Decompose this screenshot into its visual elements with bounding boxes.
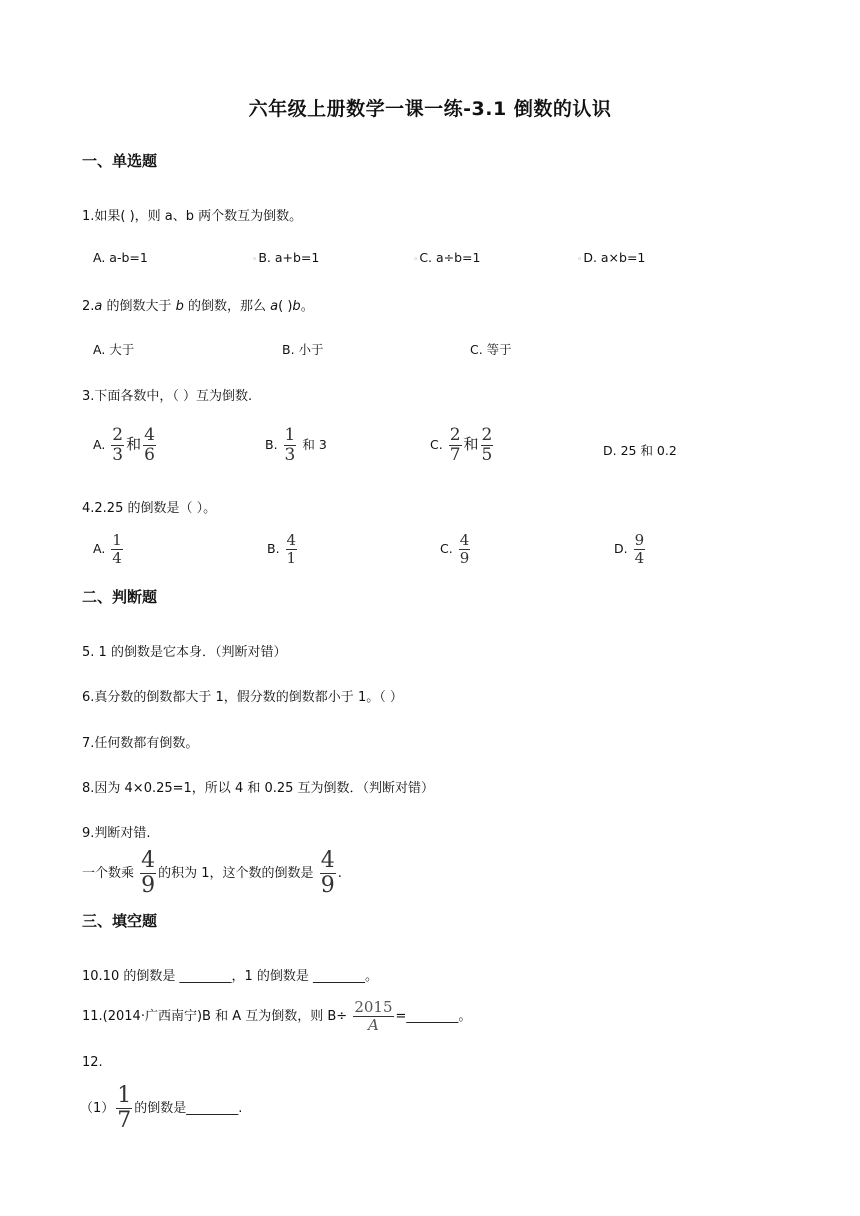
question-1-option-d: ◦D. a×b=1 bbox=[577, 250, 646, 265]
fraction-4-9-first: $\frac{4}{9}$ bbox=[141, 848, 156, 898]
section-heading-fill-blank: 三、填空题 bbox=[82, 912, 158, 930]
question-3-stem: 3.下面各数中，（ ）互为倒数. bbox=[82, 389, 253, 404]
question-12-stem: 12. bbox=[82, 1055, 103, 1070]
question-2-option-b: B. 小于 bbox=[282, 342, 324, 357]
question-7: 7.任何数都有倒数。 bbox=[82, 736, 199, 751]
fraction-2-7: $\frac{2}{7}$ bbox=[449, 425, 461, 465]
question-1-option-a: A. a-b=1 bbox=[93, 250, 148, 265]
fraction-1-4: $\frac{1}{4}$ bbox=[112, 531, 122, 567]
question-5: 5. 1 的倒数是它本身．（判断对错） bbox=[82, 645, 287, 660]
fraction-1-3: $\frac{1}{3}$ bbox=[284, 425, 296, 465]
question-8: 8.因为 4×0.25=1，所以 4 和 0.25 互为倒数．（判断对错） bbox=[82, 781, 435, 796]
fraction-2-5: $\frac{2}{5}$ bbox=[481, 425, 493, 465]
question-11: 11.(2014·广西南宁)B 和 A 互为倒数，则 B÷ $\frac{2015}{A}$ =________。 bbox=[82, 998, 472, 1034]
question-1-option-b: ◦B. a+b=1 bbox=[252, 250, 320, 265]
page-title: 六年级上册数学一课一练-3.1 倒数的认识 bbox=[248, 98, 612, 120]
question-3-option-b: B. $\frac{1}{3}$ 和 3 bbox=[265, 425, 327, 465]
fraction-2015-a: $\frac{2015}{A}$ bbox=[354, 998, 393, 1034]
question-4-option-d: D. $\frac{9}{4}$ bbox=[614, 531, 645, 567]
question-3-option-c: C. $\frac{2}{7}$ 和 $\frac{2}{5}$ bbox=[430, 425, 493, 465]
section-heading-true-false: 二、判断题 bbox=[82, 588, 158, 606]
question-6: 6.真分数的倒数都大于 1，假分数的倒数都小于 1。（ ） bbox=[82, 690, 403, 705]
question-4-option-b: B. $\frac{4}{1}$ bbox=[267, 531, 297, 567]
question-9-stem: 9.判断对错. bbox=[82, 826, 151, 841]
question-2-stem: 2.a 的倒数大于 b 的倒数，那么 a( )b。 bbox=[82, 299, 314, 314]
fraction-9-4: $\frac{9}{4}$ bbox=[634, 531, 645, 567]
section-heading-single-choice: 一、单选题 bbox=[82, 152, 158, 170]
question-4-stem: 4.2.25 的倒数是（ ）。 bbox=[82, 501, 217, 516]
question-4-option-a: A. $\frac{1}{4}$ bbox=[93, 531, 122, 567]
question-3-option-d: D. 25 和 0.2 bbox=[603, 443, 677, 458]
question-2-option-a: A. 大于 bbox=[93, 342, 135, 357]
question-3-option-a: A. $\frac{2}{3}$ 和 $\frac{4}{6}$ bbox=[93, 425, 155, 465]
question-4-option-c: C. $\frac{4}{9}$ bbox=[440, 531, 470, 567]
question-2-option-c: C. 等于 bbox=[470, 342, 512, 357]
fraction-4-9: $\frac{4}{9}$ bbox=[459, 531, 470, 567]
question-10: 10.10 的倒数是 ________，1 的倒数是 ________。 bbox=[82, 969, 379, 984]
fraction-2-3: $\frac{2}{3}$ bbox=[112, 425, 124, 465]
question-1-stem: 1.如果( )，则 a、b 两个数互为倒数。 bbox=[82, 209, 303, 224]
question-9-statement: 一个数乘 $\frac{4}{9}$ 的积为 1，这个数的倒数是 $\frac{4}{9}$ . bbox=[82, 848, 342, 898]
fraction-4-6: $\frac{4}{6}$ bbox=[144, 425, 155, 465]
fraction-1-7: $\frac{1}{7}$ bbox=[117, 1083, 132, 1133]
fraction-4-9-second: $\frac{4}{9}$ bbox=[320, 848, 335, 898]
question-1-option-c: ◦C. a÷b=1 bbox=[413, 250, 481, 265]
fraction-4-1: $\frac{4}{1}$ bbox=[286, 531, 297, 567]
question-12-part-1: （1） $\frac{1}{7}$ 的倒数是________. bbox=[80, 1083, 243, 1133]
